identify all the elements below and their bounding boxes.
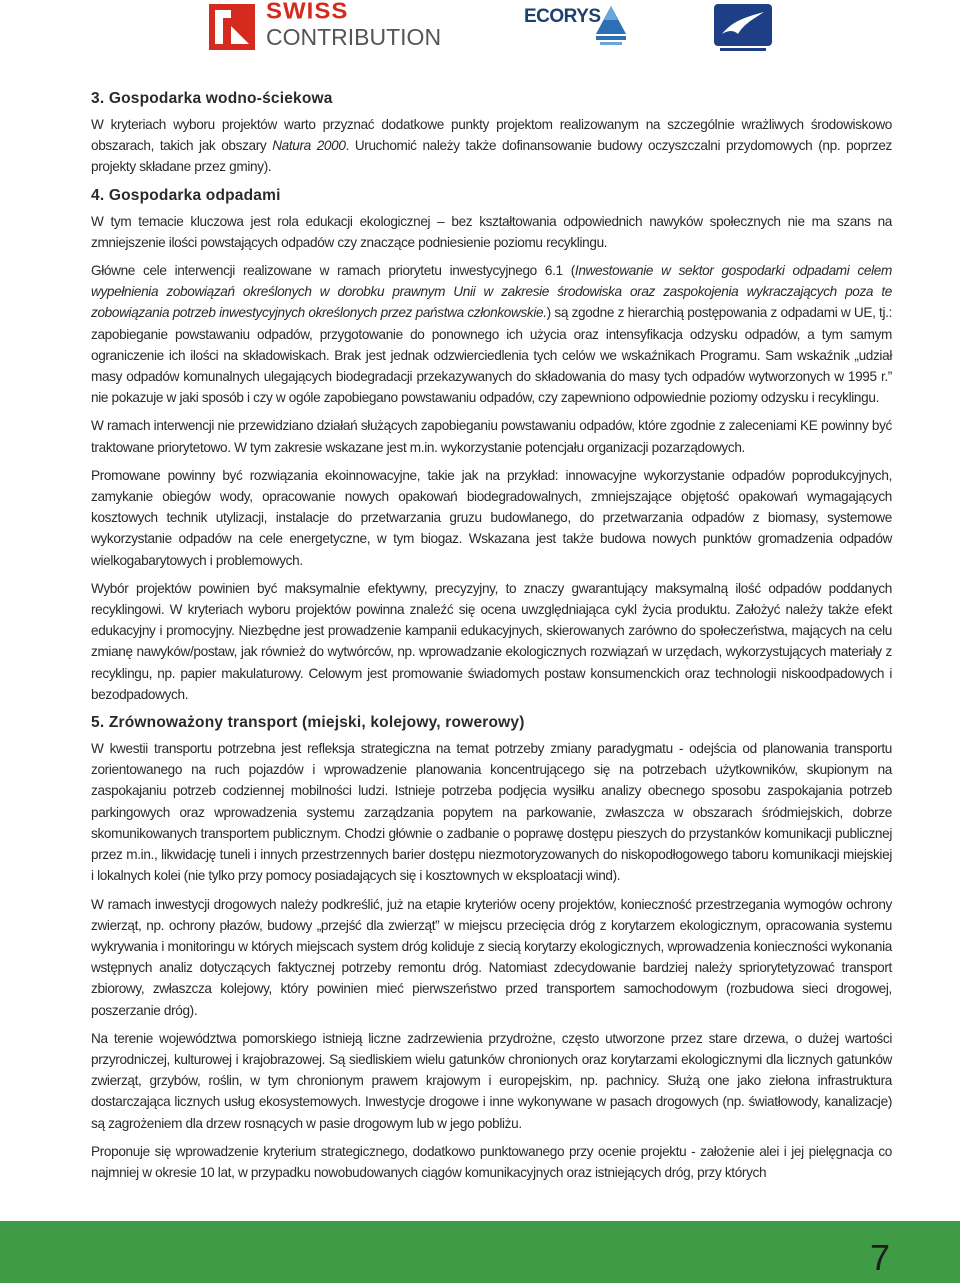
swiss-wordmark-line2: CONTRIBUTION bbox=[266, 24, 442, 50]
swiss-wordmark-line1: SWISS bbox=[266, 0, 349, 25]
section-4-paragraph-5: Wybór projektów powinien być maksymalnie efektywny, precyzyjny, to znaczy gwarantujący maksymalną ilość odpadów poddanych recyklingowi. W kryteriach wyboru projektów powinna znaleźć się ocena uwzględniająca cykl życia produktu. Założyć należy także efekt edukacyjny i promocyjny. Niezbędne jest prowadzenie kampanii edukacyjnych, skierowanych zarówno do społeczeństwa, mających na celu zmianę nawyków/postaw, jak również do wytwórców, np. wprowadzanie ekologicznych rozwiązań w urzędach, wykorzystujących materiały z recyklingu, np. papier makulaturowy. Celowym jest promowanie świadomych postaw konsumenckich oraz technologii niskoodpadowych i bezodpadowych. bbox=[91, 580, 892, 702]
section-4-paragraph-4: Promowane powinny być rozwiązania ekoinnowacyjne, takie jak na przykład: innowacyjne wykorzystanie odpadów poprodukcyjnych, zamykanie obiegów wody, opracowanie nowych opakowań biodegradowalnych, zmniejszające objętość opakowań wymagających kosztowych technik utylizacji, instalacje do przetwarzania gruzu budowlanego, do przetwarzania odpadów z biomasy, systemowe wykorzystanie odpadów na cele energetyczne, w tym biogaz. Wskazana jest także budowa nowych punktów gromadzenia odpadów wielkogabarytowych i problemowych. bbox=[91, 467, 892, 568]
text-run: ) są zgodne z hierarchią postępowania z odpadami w UE, tj.: zapobieganie powstawaniu odpadów, przygotowanie do ponownego ich użycia oraz intensyfikacja odzysku odpadów, a tym samym ograniczenie ich ilości na składowiskach. Brak jest jednak odzwierciedlenia tych celów we wskaźnikach Programu. Sam wskaźnik „udział masy odpadów komunalnych ulegających biodegradacji przekazywanych do składowania do masy tych odpadów wytworzonych w 1995 r.” nie pokazuje w jaki sposób i czy w ogóle zapobiegano powstawaniu odpadów, czy zapewniono odpowiednie poziomy odzysku i recyklingu. bbox=[91, 305, 892, 406]
page-number: 7 bbox=[869, 1237, 890, 1278]
document-body bbox=[91, 88, 892, 1190]
bird-emblem-icon bbox=[714, 4, 772, 54]
section-4-paragraph-2 bbox=[91, 260, 892, 408]
ecorys-wordmark: ECORYS bbox=[524, 6, 601, 27]
section-3-paragraph bbox=[91, 114, 892, 178]
footer-green-bar bbox=[0, 1221, 960, 1283]
section-5-paragraph-4: Proponuje się wprowadzenie kryterium strategicznego, dodatkowo punktowanego przy ocenie projektu - założenie alei i jej pielęgnacja co najmniej w okresie 10 lat, w przypadku nowobudowanych ciągów komunikacyjnych oraz istniejących dróg, przy których bbox=[91, 1143, 892, 1180]
ecorys-triangle-icon bbox=[594, 4, 628, 46]
header-logos bbox=[0, 0, 960, 60]
section-5-paragraph-2: W ramach inwestycji drogowych należy podkreślić, już na etapie kryteriów oceny projektów, konieczność przestrzegania wymogów ochrony zwierząt, np. ochrony płazów, budowy „przejść dla zwierząt” w miejscu przecięcia dróg z korytarzem ekologicznym, opracowania systemu wykrywania i monitoringu w których miejscach system dróg koliduje z siecią korytarzy ekologicznych, wprowadzenia konieczności wykonania wstępnych analiz dotyczących faktycznej potrzeby remontu dróg. Natomiast zdecydowanie bardziej należy spriorytetyzować transport zbiorowy, zwłaszcza kolejowy, który powinien mieć pierwszeństwo przed transportem samochodowym (rozbudowa sieci drogowej, poszerzanie dróg). bbox=[91, 896, 892, 1018]
swiss-contribution-logo-icon bbox=[209, 4, 255, 50]
text-run: . Uruchomić należy także dofinansowanie budowy oczyszczalni przydomowych (np. poprzez projekty składane przez gminy). bbox=[91, 138, 892, 175]
swiss-contribution-wordmark bbox=[266, 0, 441, 49]
section-4-heading: 4. Gospodarka odpadami bbox=[91, 186, 281, 204]
text-run: W kryteriach wyboru projektów warto przyznać dodatkowe punkty projektom realizowanym na szczególnie wrażliwych środowiskowo obszarach, takich jak obszary bbox=[91, 117, 892, 154]
section-5-heading: 5. Zrównoważony transport (miejski, kolejowy, rowerowy) bbox=[91, 714, 525, 732]
section-4-paragraph-3: W ramach interwencji nie przewidziano działań służących zapobieganiu powstawaniu odpadów, które zgodnie z zaleceniami KE powinny być traktowane priorytetowo. W tym zakresie wskazane jest m.in. wykorzystanie potencjału organizacji pozarządowych. bbox=[91, 418, 892, 455]
italic-text-run: Natura 2000 bbox=[272, 138, 346, 154]
section-4-paragraph-1: W tym temacie kluczowa jest rola edukacji ekologicznej – bez kształtowania odpowiednich nawyków społecznych nie ma szans na zmniejszenie ilości powstających odpadów czy znaczące podniesienie poziomu recyklingu. bbox=[91, 213, 892, 250]
section-5-paragraph-1: W kwestii transportu potrzebna jest refleksja strategiczna na temat potrzeby zmiany paradygmatu - odejścia od planowania transportu zorientowanego na ruch pojazdów i wprowadzenie planowania koncentrującego się na potrzebach użytkowników, skupionym na zaspokajaniu potrzeb codziennej mobilności ludzi. Istnieje potrzeba podjęcia wysiłku analizy obecnego sposobu zaspokajania potrzeb parkingowych oraz wprowadzenia systemu zarządzania popytem na parkowanie, zwłaszcza w obszarach śródmiejskich, dobrze skomunikowanych transportem publicznym. Chodzi głównie o zadbanie o poprawę dostępu pieszych do przystanków komunikacji publicznej przez m.in., likwidację tuneli i innych przestrzennych barier dostępu niezmotoryzowanych do niskopodłogowego taboru komunikacji miejskiej i lokalnych kolei (nie tylko przy pomocy posiadających się i kosztownych w eksploatacji wind). bbox=[91, 741, 892, 884]
section-5-paragraph-3: Na terenie województwa pomorskiego istnieją liczne zadrzewienia przydrożne, często utworzone przez stare drzewa, o dużej wartości przyrodniczej, kulturowej i krajobrazowej. Są siedliskiem wielu gatunków chronionych oraz korytarzami ekologicznymi dla licznych gatunków zwierząt, grzybów, roślin, w tym chronionym prawem krajowym i europejskim, np. pachnicy. Służą one jako ziełona infrastruktura dostarczająca licznych usług ekosystemowych. Inwestycje drogowe i inne wykonywane w pasach drogowych (np. światłowody, kanalizacje) są zagrożeniem dla drzew rosnących w pasie drogowym lub w jego pobliżu. bbox=[91, 1030, 892, 1131]
text-run: Główne cele interwencji realizowane w ramach priorytetu inwestycyjnego 6.1 ( bbox=[91, 263, 575, 279]
italic-text-run: Inwestowanie w sektor gospodarki odpadami celem wypełnienia zobowiązań określonych w dorobku prawnym Unii w zakresie środowiska oraz zaspokojenia wykraczających poza te zobowiązania potrzeb inwestycyjnych określonych przez państwa członkowskie. bbox=[91, 263, 892, 321]
section-3-heading: 3. Gospodarka wodno-ściekowa bbox=[91, 90, 333, 107]
